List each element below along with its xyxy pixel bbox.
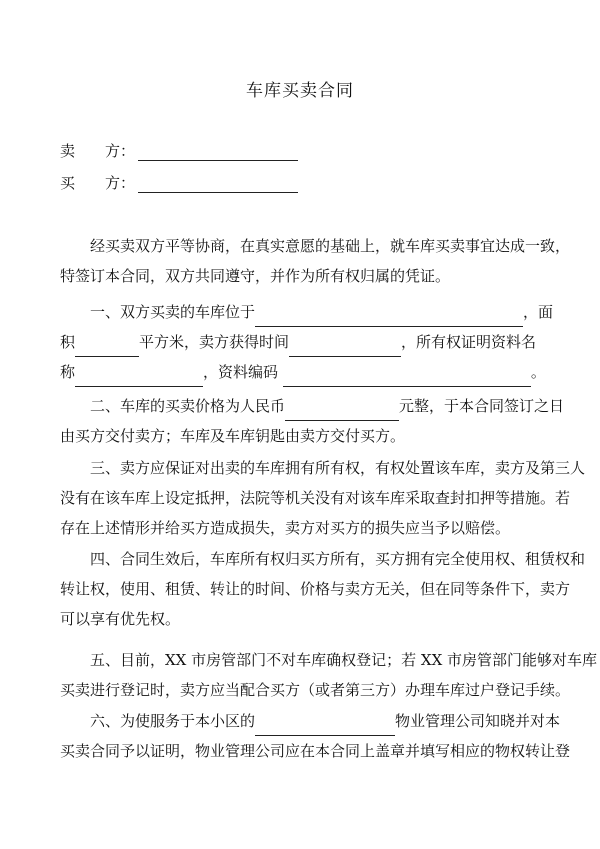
clause-5-line: 五、目前，XX 市房管部门不对车库确权登记；若 XX 市房管部门能够对车库 [90,651,598,669]
clause-6-text: 六、为使服务于本小区的 [90,712,256,730]
buyer-row [60,172,298,193]
price-blank[interactable] [285,403,399,421]
clause-1 [60,297,554,387]
buyer-blank[interactable] [138,175,298,193]
clause-5 [60,645,598,705]
clause-4-line: 四、合同生效后，车库所有权归买方所有，买方拥有完全使用权、租赁权和 [90,550,586,568]
property-company-blank[interactable] [255,718,395,736]
clause-3 [60,453,586,543]
clause-2-line [60,391,565,421]
document-name-blank[interactable] [75,369,203,387]
clause-1-text: 一、双方买卖的车库位于 [90,303,256,321]
intro-paragraph [60,231,571,291]
clause-6 [60,706,571,766]
seller-blank[interactable] [138,143,298,161]
seller-row [60,140,298,161]
buyer-label: 买 方： [60,174,136,192]
clause-1-text: 平方米，卖方获得时间 [139,333,290,351]
clause-2 [60,391,565,451]
location-blank[interactable] [255,309,523,327]
clause-1-text: 。 [530,363,546,381]
clause-6-line [60,706,561,736]
clause-4-line: 可以享有优先权。 [60,610,181,628]
clause-2-text: 二、车库的买卖价格为人民币 [90,397,286,415]
intro-line: 经买卖双方平等协商，在真实意愿的基础上，就车库买卖事宜达成一致， [90,237,571,255]
clause-6-text: 物业管理公司知晓并对本 [395,712,561,730]
clause-2-line: 由买方交付卖方；车库及车库钥匙由卖方交付买方。 [60,427,406,445]
clause-4-line: 转让权，使用、租赁、转让的时间、价格与卖方无关，但在同等条件下，卖方 [60,580,571,598]
clause-1-line [60,327,544,357]
clause-1-text: ，资料编码 [203,363,279,381]
clause-3-line: 三、卖方应保证对出卖的车库拥有所有权，有权处置该车库，卖方及第三人 [90,459,586,477]
clause-4 [60,544,586,634]
seller-label: 卖 方： [60,142,136,160]
page-title: 车库买卖合同 [246,81,354,101]
acquired-date-blank[interactable] [289,339,401,357]
clause-3-line: 存在上述情形并给买方造成损失，卖方对买方的损失应当予以赔偿。 [60,519,511,537]
document-code-blank[interactable] [283,369,531,387]
clause-3-line: 没有在该车库上设定抵押，法院等机关没有对该车库采取查封扣押等措施。若 [60,489,571,507]
area-blank[interactable] [75,339,139,357]
intro-line: 特签订本合同，双方共同遵守，并作为所有权归属的凭证。 [60,267,451,285]
clause-1-text: 称 [60,363,76,381]
clause-1-line [60,297,554,327]
clause-1-text: ，面 [523,303,554,321]
clause-1-text: 积 [60,333,76,351]
clause-6-line: 买卖合同予以证明，物业管理公司应在本合同上盖章并填写相应的物权转让登 [60,742,571,760]
clause-5-line: 买卖进行登记时，卖方应当配合买方（或者第三方）办理车库过户登记手续。 [60,681,571,699]
clause-1-text: ，所有权证明资料名 [401,333,537,351]
clause-2-text: 元整，于本合同签订之日 [399,397,565,415]
clause-1-line [60,357,544,387]
